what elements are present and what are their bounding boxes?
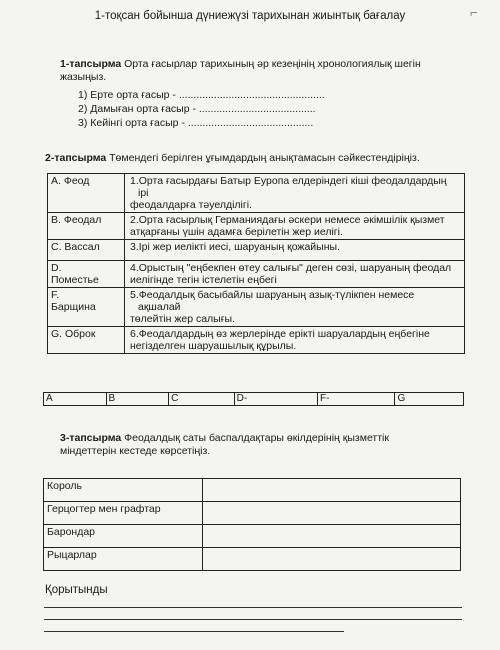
table-row: [48, 240, 465, 261]
matching-table: [47, 173, 465, 354]
feudal-duties-table: [43, 478, 461, 571]
definition-text: төлейтін жер салығы.: [130, 313, 236, 325]
task3-text-cont: міндеттерін кестеде көрсетіңіз.: [60, 445, 211, 457]
definition-cell: [125, 213, 465, 240]
answer-line[interactable]: [44, 607, 462, 608]
term-text: Барщина: [51, 301, 96, 313]
rank-cell: Король: [44, 479, 203, 502]
table-row: [44, 479, 461, 502]
task1-text: Орта ғасырлар тарихының әр кезеңінің хронологиялық шегін: [121, 58, 421, 70]
term-cell: [48, 174, 125, 213]
definition-cell: [125, 288, 465, 327]
answer-table: [43, 392, 464, 406]
table-row: [44, 502, 461, 525]
answer-cell-c[interactable]: С: [169, 393, 235, 406]
definition-cell: [125, 174, 465, 213]
definition-text: 1.Орта ғасырдағы Батыр Еуропа елдеріндегі кіші феодалдардың: [130, 175, 447, 187]
definition-cell: [125, 327, 465, 354]
term-text: А. Феод: [51, 175, 90, 187]
definition-text: негізделген шаруашылық құрылы.: [130, 340, 297, 352]
table-row: [48, 261, 465, 288]
corner-mark-icon: ⌐: [470, 5, 478, 20]
task1-item: 2) Дамыған орта ғасыр - ........................................: [78, 103, 316, 115]
page-title: 1-тоқсан бойынша дүниежүзі тарихынан жиынтық бағалау: [94, 10, 406, 22]
table-row: [48, 327, 465, 354]
answer-line[interactable]: [44, 631, 344, 632]
term-text: G. Оброк: [51, 328, 96, 340]
definition-text: 5.Феодалдық басыбайлы шаруаның азық-түлікпен немесе: [130, 289, 415, 301]
term-cell: [48, 261, 125, 288]
duty-cell[interactable]: [203, 525, 461, 548]
definition-cell: [125, 261, 465, 288]
answer-cell-a[interactable]: А: [44, 393, 107, 406]
term-text: Поместье: [51, 274, 99, 286]
definition-text: 2.Орта ғасырлық Германиядағы әскери немесе әкімшілік қызмет: [130, 214, 445, 226]
task1-label: 1-тапсырма: [60, 58, 122, 70]
term-cell: [48, 327, 125, 354]
task1-heading: [60, 58, 421, 84]
duty-cell[interactable]: [203, 479, 461, 502]
task1-item: 3) Кейінгі орта ғасыр - ...........................................: [78, 117, 314, 129]
term-cell: [48, 213, 125, 240]
definition-text: 6.Феодалдардың өз жерлерінде ерікті шаруалардың еңбегіне: [130, 328, 430, 340]
rank-cell: Герцогтер мен графтар: [44, 502, 203, 525]
definition-text: 4.Орыстың "еңбекпен өтеу салығы" деген сөзі, шаруаның феодал: [130, 262, 452, 274]
table-row: [48, 288, 465, 327]
table-row: [48, 213, 465, 240]
term-cell: [48, 288, 125, 327]
duty-cell[interactable]: [203, 548, 461, 571]
definition-text: ірі: [138, 187, 149, 199]
definition-text: атқарғаны үшін адамға берілетін жер иелігі.: [130, 226, 343, 238]
term-text: C. Вассал: [51, 241, 100, 253]
definition-text: феодалдарға тәуелділігі.: [130, 199, 252, 211]
table-row: [44, 393, 464, 406]
answer-cell-g[interactable]: G: [395, 393, 464, 406]
task2-label: 2-тапсырма: [45, 152, 107, 164]
term-text: D.: [51, 262, 62, 274]
term-text: B. Феодал: [51, 214, 102, 226]
table-row: [44, 548, 461, 571]
definition-cell: [125, 240, 465, 261]
definition-text: 3.Ірі жер иелікті иесі, шаруаның қожайыны.: [130, 241, 340, 253]
table-row: [44, 525, 461, 548]
term-cell: [48, 240, 125, 261]
term-text: F.: [51, 289, 60, 301]
conclusion-heading: Қорытынды: [45, 584, 108, 596]
table-row: [48, 174, 465, 213]
definition-text: иелігінде тегін істелетін еңбегі: [130, 274, 277, 286]
task1-text-cont: жазыңыз.: [60, 71, 107, 83]
answer-cell-f[interactable]: F-: [318, 393, 395, 406]
answer-cell-d[interactable]: D-: [234, 393, 317, 406]
answer-cell-b[interactable]: В: [106, 393, 169, 406]
answer-line[interactable]: [44, 619, 462, 620]
task2-heading: [45, 152, 420, 165]
task1-item: 1) Ерте орта ғасыр - ..................................................: [78, 89, 325, 101]
rank-cell: Рыцарлар: [44, 548, 203, 571]
task2-text: Төмендегі берілген ұғымдардың анықтамасын сәйкестендіріңіз.: [106, 152, 420, 164]
duty-cell[interactable]: [203, 502, 461, 525]
rank-cell: Барондар: [44, 525, 203, 548]
task3-heading: [60, 432, 389, 458]
task3-label: 3-тапсырма: [60, 432, 122, 444]
definition-text: ақшалай: [138, 301, 181, 313]
task1-list: [78, 88, 325, 130]
task3-text: Феодалдық саты баспалдақтары өкілдерінің қызметтік: [121, 432, 389, 444]
